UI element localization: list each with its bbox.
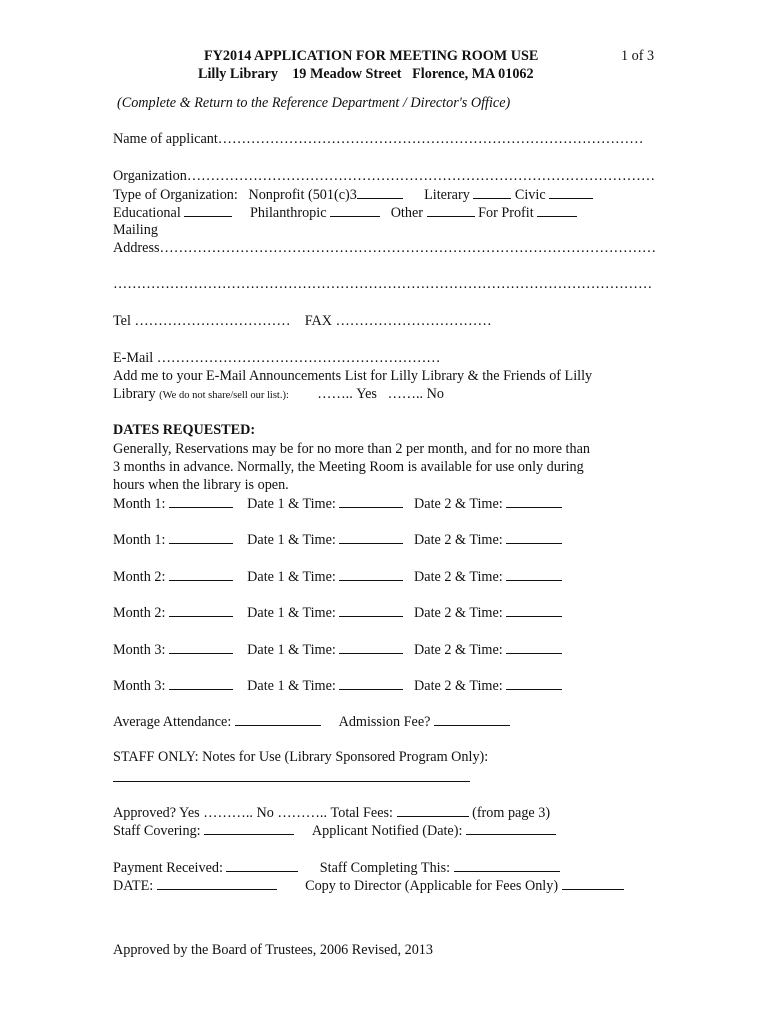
date-request-row <box>113 603 562 622</box>
educational-label: Educational <box>113 205 181 221</box>
date-request-row <box>113 494 562 513</box>
no-option: No <box>426 386 444 402</box>
from-page-note: (from page 3) <box>472 805 551 821</box>
covering-row <box>113 821 556 840</box>
philanthropic-label: Philanthropic <box>250 205 327 221</box>
month-blank[interactable] <box>169 676 233 690</box>
payment-row <box>113 858 560 877</box>
date2-blank[interactable] <box>506 567 562 581</box>
date1-label: Date 1 & Time: <box>247 532 336 548</box>
month-blank[interactable] <box>169 567 233 581</box>
literary-label: Literary <box>424 187 470 203</box>
fax-dots[interactable]: …………………………… <box>335 313 492 329</box>
other-blank[interactable] <box>427 203 475 217</box>
date-request-row <box>113 530 562 549</box>
date2-blank[interactable] <box>506 640 562 654</box>
yes-option: Yes <box>356 386 377 402</box>
philanthropic-blank[interactable] <box>330 203 380 217</box>
staff-covering-blank[interactable] <box>204 821 294 835</box>
month-blank[interactable] <box>169 530 233 544</box>
staff-notes-line[interactable] <box>113 781 470 782</box>
page-number: 1 of 3 <box>621 48 655 64</box>
organization-dots: ……………………………………………………………………………………… <box>186 168 655 184</box>
civic-blank[interactable] <box>549 185 593 199</box>
org-type-label: Type of Organization: <box>113 187 238 203</box>
library-city: Florence, MA 01062 <box>412 66 534 82</box>
tel-dots[interactable]: …………………………… <box>134 313 291 329</box>
nonprofit-blank[interactable] <box>357 185 403 199</box>
total-fees-label: Total Fees: <box>330 805 393 821</box>
date-copy-row <box>113 876 624 895</box>
organization-type-row-1 <box>113 185 593 204</box>
dates-paragraph-3: hours when the library is open. <box>113 477 289 493</box>
date2-label: Date 2 & Time: <box>414 532 503 548</box>
applicant-name-dots: ……………………………………………………………………………… <box>217 131 644 147</box>
date1-label: Date 1 & Time: <box>247 605 336 621</box>
date1-label: Date 1 & Time: <box>247 569 336 585</box>
date2-label: Date 2 & Time: <box>414 605 503 621</box>
library-name: Lilly Library <box>198 66 279 82</box>
address-dots: …………………………………………………………………………………………… <box>159 240 657 256</box>
email-list-text: Add me to your E-Mail Announcements List for Lilly Library & the Friends of Lilly <box>113 368 593 384</box>
staff-completing-label: Staff Completing This: <box>319 860 451 876</box>
approved-no-label: No <box>256 805 274 821</box>
date2-blank[interactable] <box>506 676 562 690</box>
payment-received-label: Payment Received: <box>113 860 223 876</box>
date-request-row <box>113 567 562 586</box>
month-label: Month 3: <box>113 642 166 658</box>
email-list-text-2: Library <box>113 386 156 402</box>
organization-label: Organization <box>113 168 187 184</box>
date1-blank[interactable] <box>339 676 403 690</box>
dates-paragraph-1: Generally, Reservations may be for no more than 2 per month, and for no more than <box>113 441 590 457</box>
applicant-notified-blank[interactable] <box>466 821 556 835</box>
date2-label: Date 2 & Time: <box>414 569 503 585</box>
form-instructions: (Complete & Return to the Reference Department / Director's Office) <box>117 95 511 111</box>
date-request-row <box>113 640 562 659</box>
approval-row <box>113 803 550 822</box>
approved-yes-dots[interactable]: ……….. <box>203 805 253 821</box>
no-dots[interactable]: …….. <box>387 386 424 402</box>
fax-label: FAX <box>304 313 333 329</box>
month-label: Month 1: <box>113 532 166 548</box>
date-request-row <box>113 676 562 695</box>
other-label: Other <box>390 205 423 221</box>
address-label: Address <box>113 240 160 256</box>
dates-heading: DATES REQUESTED: <box>113 422 256 438</box>
copy-to-director-label: Copy to Director (Applicable for Fees Only) <box>305 878 559 894</box>
library-address <box>198 66 534 83</box>
date2-label: Date 2 & Time: <box>414 496 503 512</box>
contact-row <box>113 312 492 330</box>
mailing-label: Mailing <box>113 222 158 238</box>
date2-blank[interactable] <box>506 494 562 508</box>
payment-received-blank[interactable] <box>226 858 298 872</box>
tel-label: Tel <box>113 313 131 329</box>
attendance-row <box>113 712 510 731</box>
email-list-options <box>113 385 444 405</box>
educational-blank[interactable] <box>184 203 232 217</box>
month-label: Month 2: <box>113 605 166 621</box>
admission-fee-blank[interactable] <box>434 712 510 726</box>
date1-blank[interactable] <box>339 603 403 617</box>
date1-blank[interactable] <box>339 640 403 654</box>
month-label: Month 1: <box>113 496 166 512</box>
email-dots: …………………………………………………… <box>156 350 441 366</box>
date1-blank[interactable] <box>339 530 403 544</box>
date-label: DATE: <box>113 878 154 894</box>
staff-covering-label: Staff Covering: <box>113 823 201 839</box>
date-blank[interactable] <box>157 876 277 890</box>
for-profit-label: For Profit <box>478 205 534 221</box>
approved-label: Approved? Yes <box>113 805 200 821</box>
date1-label: Date 1 & Time: <box>247 642 336 658</box>
month-blank[interactable] <box>169 494 233 508</box>
literary-blank[interactable] <box>473 185 511 199</box>
date1-label: Date 1 & Time: <box>247 678 336 694</box>
email-field[interactable] <box>113 349 440 367</box>
library-street: 19 Meadow Street <box>292 66 402 82</box>
address-line-2[interactable]: …………………………………………………………………………………………………… <box>113 276 653 292</box>
date2-label: Date 2 & Time: <box>414 642 503 658</box>
date1-blank[interactable] <box>339 567 403 581</box>
dates-paragraph-2: 3 months in advance. Normally, the Meeting Room is available for use only during <box>113 459 584 475</box>
form-title: FY2014 APPLICATION FOR MEETING ROOM USE <box>204 48 539 64</box>
total-fees-blank[interactable] <box>397 803 469 817</box>
month-blank[interactable] <box>169 603 233 617</box>
staff-notes-label: STAFF ONLY: Notes for Use (Library Sponsored Program Only): <box>113 749 489 765</box>
organization-field[interactable] <box>113 167 655 185</box>
avg-attendance-label: Average Attendance: <box>113 714 232 730</box>
applicant-name-field[interactable] <box>113 130 643 148</box>
month-label: Month 2: <box>113 569 166 585</box>
admission-fee-label: Admission Fee? <box>338 714 431 730</box>
email-label: E-Mail <box>113 350 154 366</box>
organization-type-row-2 <box>113 203 577 222</box>
civic-label: Civic <box>514 187 546 203</box>
address-field[interactable] <box>113 239 656 257</box>
date1-label: Date 1 & Time: <box>247 496 336 512</box>
yes-dots[interactable]: …….. <box>317 386 353 402</box>
month-blank[interactable] <box>169 640 233 654</box>
for-profit-blank[interactable] <box>537 203 577 217</box>
month-label: Month 3: <box>113 678 166 694</box>
date2-blank[interactable] <box>506 603 562 617</box>
applicant-name-label: Name of applicant <box>113 131 218 147</box>
date2-blank[interactable] <box>506 530 562 544</box>
applicant-notified-label: Applicant Notified (Date): <box>311 823 463 839</box>
share-note: (We do not share/sell our list.): <box>159 390 289 401</box>
copy-to-director-blank[interactable] <box>562 876 624 890</box>
date1-blank[interactable] <box>339 494 403 508</box>
approved-no-dots[interactable]: ……….. <box>277 805 327 821</box>
date2-label: Date 2 & Time: <box>414 678 503 694</box>
footer-approval-text: Approved by the Board of Trustees, 2006 Revised, 2013 <box>113 942 433 958</box>
avg-attendance-blank[interactable] <box>235 712 321 726</box>
nonprofit-label: Nonprofit (501(c)3 <box>248 187 357 203</box>
staff-completing-blank[interactable] <box>454 858 560 872</box>
